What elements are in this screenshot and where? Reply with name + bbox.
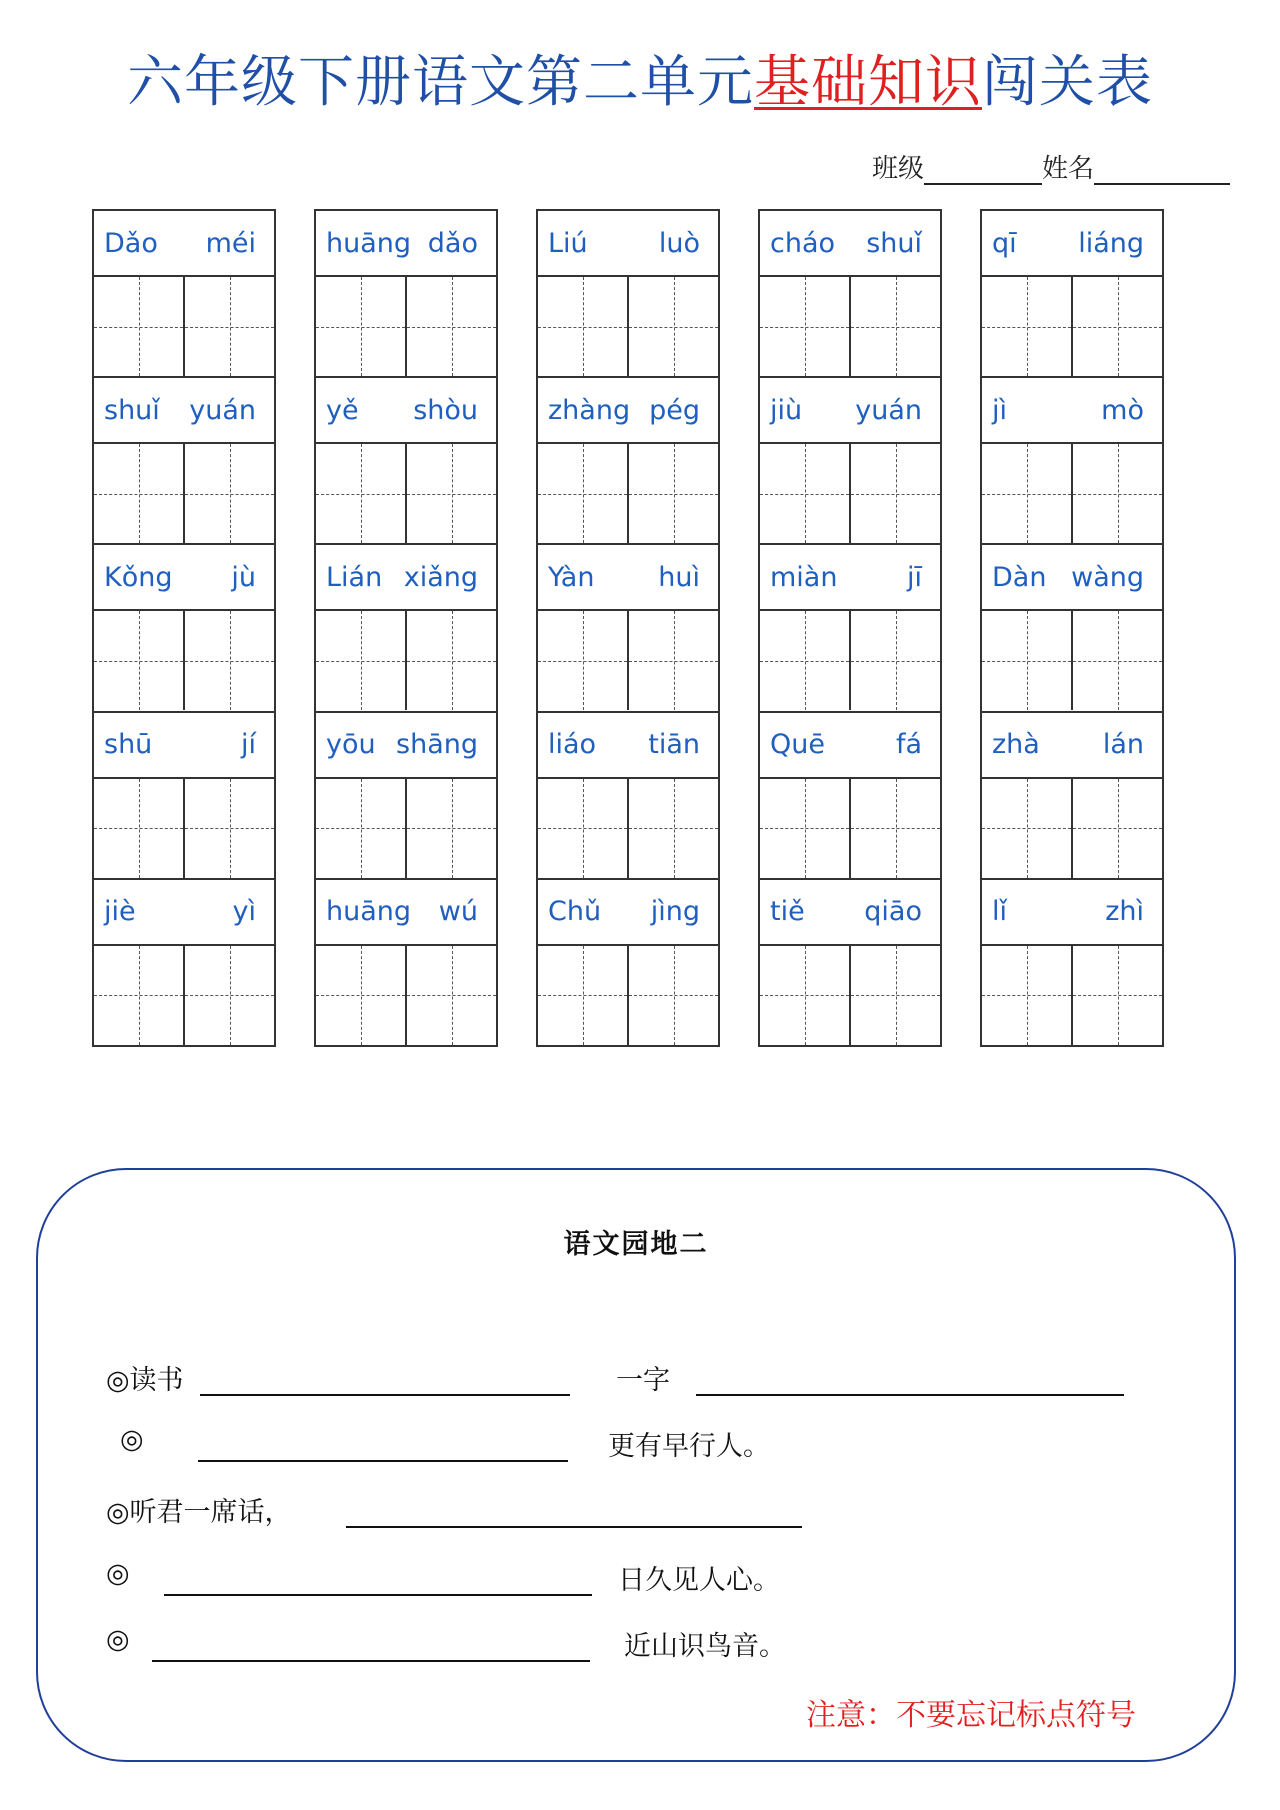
word-unit [94,378,274,545]
pinyin-syllable: shū [104,729,153,761]
writing-box[interactable] [316,277,405,376]
writing-box[interactable] [94,611,183,710]
word-unit [538,713,718,880]
word-unit [760,880,940,1047]
pinyin-syllable: huāng [326,227,412,259]
writing-box[interactable] [982,946,1071,1045]
pinyin-syllable: jiè [104,896,136,928]
writing-box[interactable] [849,444,940,543]
writing-box[interactable] [1071,779,1162,878]
writing-box[interactable] [405,779,496,878]
writing-box[interactable] [760,779,849,878]
name-field[interactable] [1094,155,1230,185]
writing-box[interactable] [316,611,405,710]
pinyin-row [316,880,496,946]
pinyin-row [760,211,940,277]
writing-box[interactable] [405,444,496,543]
word-unit [982,545,1162,712]
pinyin-syllable: wàng [1071,561,1144,593]
pinyin-syllable: tiě [770,896,805,928]
class-label: 班级 [872,154,925,184]
pinyin-row [538,211,718,277]
writing-box[interactable] [316,946,405,1045]
pinyin-syllable: méi [205,227,256,259]
pinyin-syllable: Dǎo [104,227,158,259]
pinyin-row [760,880,940,946]
pinyin-syllable: yě [326,394,359,426]
title-highlight: 基础知识 [754,50,982,115]
writing-box[interactable] [849,277,940,376]
pinyin-syllable: shuǐ [104,394,160,426]
writing-box[interactable] [849,779,940,878]
writing-box[interactable] [316,779,405,878]
writing-box[interactable] [760,611,849,710]
title-suffix: 闯关表 [982,50,1153,115]
fill-blank-2[interactable] [198,1458,568,1462]
pinyin-row [760,713,940,779]
name-label: 姓名 [1042,154,1095,184]
writing-box[interactable] [849,946,940,1045]
pinyin-row [94,378,274,444]
writing-box[interactable] [538,277,627,376]
pinyin-syllable: shāng [396,729,478,761]
pinyin-syllable: jī [906,561,922,593]
word-unit [316,545,496,712]
pinyin-syllable: jí [240,729,256,761]
word-unit [760,378,940,545]
pinyin-syllable: shòu [413,394,478,426]
pinyin-syllable: liáng [1078,227,1144,259]
pinyin-row [94,880,274,946]
pinyin-row [538,713,718,779]
pinyin-syllable: miàn [770,561,838,593]
pinyin-row [316,211,496,277]
pinyin-syllable: lǐ [992,896,1008,928]
word-unit [982,880,1162,1047]
writing-box[interactable] [183,277,274,376]
word-unit [316,880,496,1047]
word-unit [316,211,496,378]
writing-box[interactable] [94,946,183,1045]
pinyin-row [94,713,274,779]
word-unit [94,880,274,1047]
writing-box[interactable] [183,611,274,710]
word-unit [982,713,1162,880]
writing-box[interactable] [183,444,274,543]
word-unit [538,378,718,545]
chinese-garden-panel [36,1168,1236,1762]
writing-box[interactable] [538,779,627,878]
pinyin-row [94,211,274,277]
word-unit [982,378,1162,545]
writing-box[interactable] [760,946,849,1045]
word-unit [760,545,940,712]
pinyin-syllable: shuǐ [866,227,922,259]
fill-blank-1b[interactable] [696,1392,1124,1396]
line-2-label: ◎ [120,1424,144,1455]
writing-box[interactable] [1071,277,1162,376]
writing-box[interactable] [538,611,627,710]
pinyin-syllable: Yàn [548,561,595,593]
pinyin-syllable: mò [1101,394,1144,426]
writing-box[interactable] [760,444,849,543]
writing-box[interactable] [183,779,274,878]
writing-box[interactable] [1071,946,1162,1045]
pinyin-syllable: yōu [326,729,376,761]
pinyin-syllable: wú [438,896,478,928]
page-title [0,48,1280,118]
writing-box[interactable] [1071,444,1162,543]
word-unit [760,713,940,880]
pinyin-syllable: jì [992,394,1008,426]
pinyin-syllable: jù [231,561,256,593]
writing-box[interactable] [982,444,1071,543]
word-column-1 [92,209,276,1047]
pinyin-syllable: yuán [189,394,256,426]
pinyin-syllable: tiān [648,729,700,761]
pinyin-row [316,713,496,779]
word-unit [94,713,274,880]
writing-box[interactable] [405,946,496,1045]
pinyin-syllable: yuán [855,394,922,426]
word-unit [94,211,274,378]
fill-blank-1a[interactable] [200,1392,570,1396]
pinyin-row [982,211,1162,277]
writing-box[interactable] [982,779,1071,878]
word-unit [316,713,496,880]
pinyin-row [538,378,718,444]
word-unit [538,211,718,378]
pinyin-syllable: luò [658,227,700,259]
writing-box[interactable] [760,277,849,376]
pinyin-syllable: Quē [770,729,825,761]
fill-blank-5[interactable] [152,1658,590,1662]
pinyin-syllable: Liú [548,227,588,259]
pinyin-syllable: dǎo [427,227,478,259]
writing-box[interactable] [1071,611,1162,710]
pinyin-syllable: Dàn [992,561,1047,593]
line-3-label: ◎听君一席话， [106,1497,292,1528]
pinyin-syllable: qiāo [864,896,922,928]
pinyin-row [760,378,940,444]
pinyin-row [94,545,274,611]
pinyin-row [982,880,1162,946]
line-2-suffix: 更有早行人。 [608,1431,770,1462]
word-unit [760,211,940,378]
panel-title: 语文园地二 [563,1229,709,1260]
writing-box[interactable] [627,779,718,878]
pinyin-writing-grid [92,209,1176,1047]
pinyin-syllable: Kǒng [104,561,173,593]
pinyin-row [538,880,718,946]
writing-box[interactable] [627,611,718,710]
pinyin-syllable: yì [232,896,256,928]
pinyin-syllable: lán [1102,729,1144,761]
pinyin-syllable: Chǔ [548,896,602,928]
pinyin-row [982,378,1162,444]
pinyin-syllable: zhì [1105,896,1144,928]
word-unit [538,545,718,712]
pinyin-syllable: huì [658,561,700,593]
fill-blank-4[interactable] [164,1592,592,1596]
writing-box[interactable] [94,277,183,376]
line-4-suffix: 日久见人心。 [618,1565,780,1596]
word-unit [982,211,1162,378]
pinyin-syllable: cháo [770,227,836,259]
line-1-mid-label: 一字 [616,1365,670,1396]
word-column-5 [980,209,1164,1047]
line-1-label: ◎读书 [106,1365,184,1396]
pinyin-syllable: jìng [650,896,700,928]
pinyin-syllable: huāng [326,896,412,928]
writing-box[interactable] [94,444,183,543]
line-5-label: ◎ [106,1624,130,1655]
pinyin-syllable: qī [992,227,1017,259]
fill-blank-3[interactable] [346,1524,802,1528]
pinyin-syllable: fá [895,729,922,761]
word-column-2 [314,209,498,1047]
title-main: 六年级下册语文第二单元 [127,50,754,115]
pinyin-row [760,545,940,611]
line-4-label: ◎ [106,1558,130,1589]
pinyin-syllable: Lián [326,561,383,593]
pinyin-syllable: zhà [992,729,1040,761]
word-unit [94,545,274,712]
punctuation-note: 注意：不要忘记标点符号 [806,1698,1136,1733]
writing-box[interactable] [405,611,496,710]
pinyin-syllable: pég [649,394,700,426]
writing-box[interactable] [627,946,718,1045]
pinyin-row [316,545,496,611]
writing-box[interactable] [627,277,718,376]
writing-box[interactable] [627,444,718,543]
pinyin-row [982,545,1162,611]
writing-box[interactable] [183,946,274,1045]
pinyin-syllable: jiù [770,394,803,426]
pinyin-syllable: zhàng [548,394,631,426]
writing-box[interactable] [538,946,627,1045]
pinyin-row [316,378,496,444]
word-unit [538,880,718,1047]
word-column-3 [536,209,720,1047]
writing-box[interactable] [982,611,1071,710]
pinyin-syllable: xiǎng [403,561,478,593]
line-5-suffix: 近山识鸟音。 [624,1631,786,1662]
class-field[interactable] [924,155,1042,185]
writing-box[interactable] [405,277,496,376]
writing-box[interactable] [538,444,627,543]
word-unit [316,378,496,545]
writing-box[interactable] [94,779,183,878]
writing-box[interactable] [316,444,405,543]
pinyin-row [538,545,718,611]
pinyin-syllable: liáo [548,729,597,761]
student-info [872,148,1230,185]
writing-box[interactable] [982,277,1071,376]
word-column-4 [758,209,942,1047]
pinyin-row [982,713,1162,779]
writing-box[interactable] [849,611,940,710]
